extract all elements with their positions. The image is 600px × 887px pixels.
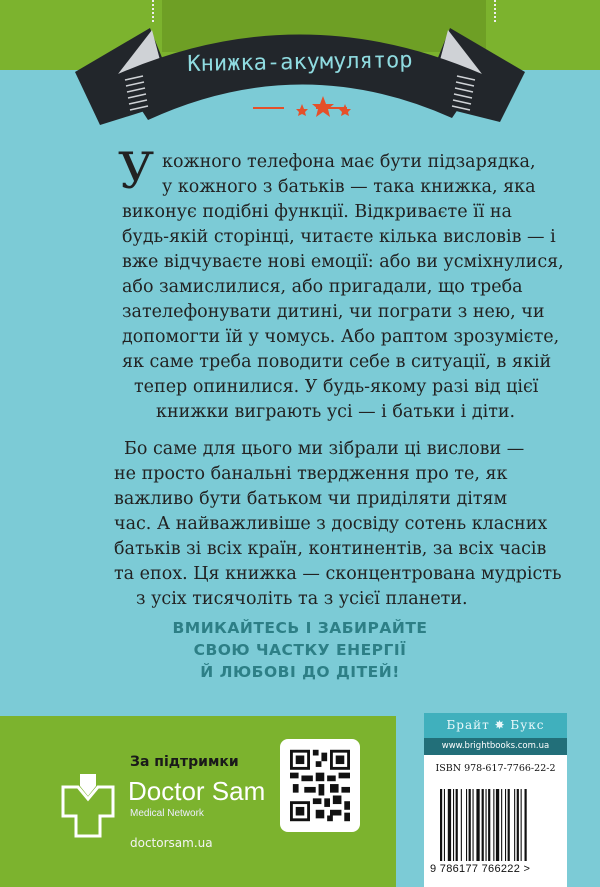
- drop-cap: У: [118, 142, 155, 200]
- text-line: важливо бути батьком чи приділяти дітям: [114, 489, 508, 509]
- barcode-bar: [496, 789, 499, 861]
- banner-title: Книжка-акумулятор: [187, 48, 413, 77]
- barcode-bar: [488, 789, 490, 861]
- text-line: кожного телефона має бути підзарядка,: [162, 152, 536, 172]
- barcode-bar: [517, 789, 519, 861]
- barcode-bar: [466, 789, 467, 861]
- barcode-digits: 9 786177 766222 >: [430, 863, 531, 875]
- text-line: допомогти їй у чомусь. Або раптом зрозумієте,: [122, 327, 560, 347]
- intro-paragraph-head: [162, 150, 536, 175]
- sponsor-label: За підтримки: [130, 754, 239, 770]
- star-icon: [339, 104, 351, 116]
- intro-paragraph: [122, 175, 564, 425]
- text-line: тепер опинилися. У будь-якому разі від цієї: [134, 377, 539, 397]
- sponsor-url[interactable]: doctorsam.ua: [130, 836, 213, 850]
- qr-code-icon: [290, 749, 350, 822]
- barcode-bar: [505, 789, 506, 861]
- sponsor-panel: [0, 716, 396, 887]
- text-line: книжки виграють усі — і батьки і діти.: [156, 402, 516, 422]
- barcode-bar: [476, 789, 479, 861]
- callout-line: СВОЮ ЧАСТКУ ЕНЕРГІЇ: [193, 641, 407, 659]
- text-line: з усіх тисячоліть та з усієї планети.: [136, 589, 468, 609]
- barcode-bar: [440, 789, 442, 861]
- barcode-bar: [486, 789, 487, 861]
- text-line: виконує подібні функції. Відкриваєте її на: [122, 202, 512, 222]
- text-line: час. А найважливіше з досвіду сотень класних: [114, 514, 548, 534]
- barcode-bar: [448, 789, 451, 861]
- barcode-bar: [525, 789, 527, 861]
- callout-text: [100, 617, 500, 683]
- text-line: вже відчуваєте нові емоції: або ви усміхнулися,: [122, 252, 564, 272]
- sponsor-name: Doctor Sam: [128, 776, 266, 806]
- barcode-bar: [521, 789, 522, 861]
- barcode-bar: [461, 789, 462, 861]
- isbn-panel: [424, 713, 567, 887]
- star-icon: [296, 104, 308, 116]
- isbn-number: ISBN 978-617-7766-22-2: [435, 763, 556, 774]
- publisher-url[interactable]: www.brightbooks.com.ua: [424, 738, 567, 755]
- callout-line: Й ЛЮБОВІ ДО ДІТЕЙ!: [200, 663, 400, 681]
- barcode-bar: [456, 789, 458, 861]
- barcode: [440, 789, 550, 861]
- publisher-name: Брайт ✸ Букс: [424, 713, 567, 738]
- barcode-bar: [501, 789, 502, 861]
- text-line: будь-якій сторінці, читаєте кілька висловів — і: [122, 227, 556, 247]
- barcode-bar: [493, 789, 494, 861]
- barcode-bar: [473, 789, 474, 861]
- text-line: як саме треба поводити себе в ситуації, в якій: [122, 352, 552, 372]
- text-line: та епох. Ця книжка — сконцентрована мудрість: [114, 564, 562, 584]
- text-line: батьків зі всіх країн, континентів, за всіх часів: [114, 539, 547, 559]
- text-line: не просто банальні твердження про те, як: [114, 464, 508, 484]
- barcode-bar: [469, 789, 471, 861]
- text-line: зателефонувати дитині, чи пограти з нею, чи: [122, 302, 545, 322]
- barcode-bar: [444, 789, 445, 861]
- star-icon: [312, 96, 334, 117]
- doctor-sam-logo-icon: [60, 774, 116, 840]
- text-line: або замислилися, або пригадали, що треба: [122, 277, 523, 297]
- body-paragraph: [114, 437, 562, 612]
- text-line: Бо саме для цього ми зібрали ці вислови —: [124, 439, 525, 459]
- barcode-bar: [453, 789, 454, 861]
- barcode-bar: [514, 789, 515, 861]
- star-divider: [0, 95, 600, 125]
- qr-code[interactable]: [280, 739, 360, 832]
- text-line: у кожного з батьків — така книжка, яка: [162, 177, 536, 197]
- callout-line: ВМИКАЙТЕСЬ І ЗАБИРАЙТЕ: [172, 619, 428, 637]
- barcode-bar: [482, 789, 484, 861]
- barcode-bar: [508, 789, 510, 861]
- sponsor-subtitle: Medical Network: [130, 808, 204, 819]
